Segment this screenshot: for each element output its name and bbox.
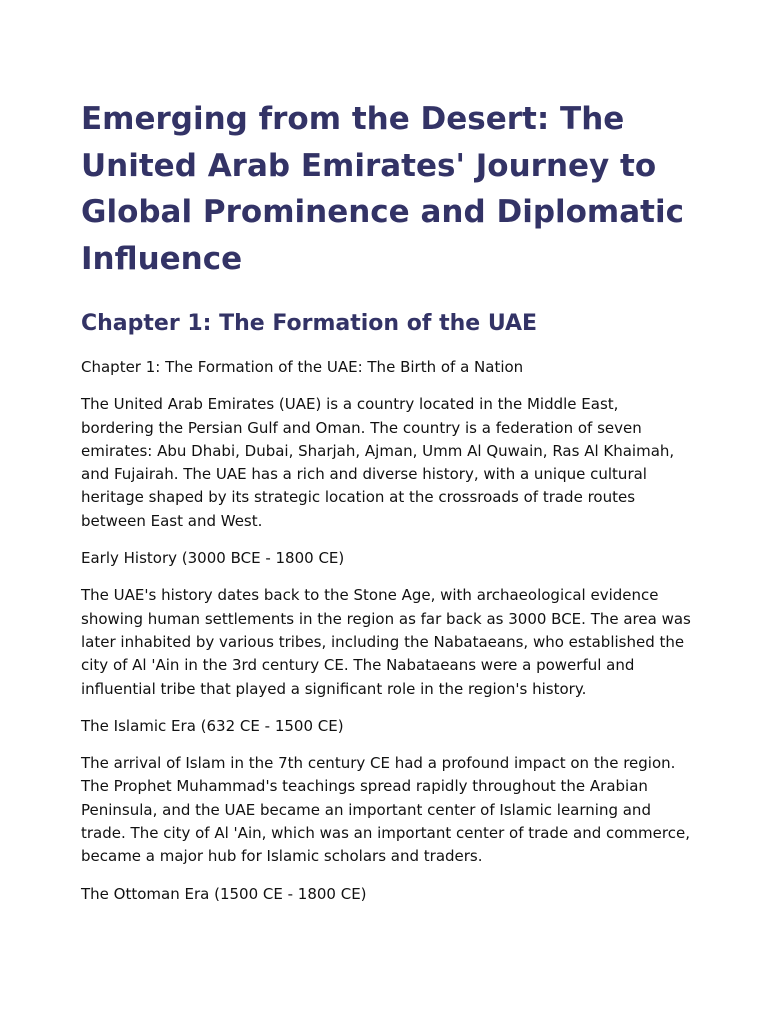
document-page [81, 96, 691, 906]
section-heading-islamic-era: The Islamic Era (632 CE - 1500 CE) [81, 716, 344, 735]
document-title: Emerging from the Desert: The United Arab Emirates' Journey to Global Prominence and Diplomatic Influence [81, 101, 684, 277]
chapter-heading: Chapter 1: The Formation of the UAE [81, 311, 538, 336]
paragraph-subtitle: Chapter 1: The Formation of the UAE: The Birth of a Nation [81, 358, 524, 376]
section-heading-early-history: Early History (3000 BCE - 1800 CE) [81, 549, 345, 568]
paragraph-intro: The United Arab Emirates (UAE) is a country located in the Middle East, bordering the Persian Gulf and Oman. The country is a federation of seven emirates: Abu Dhabi, Dubai, Sharjah, Ajman, Umm Al Quwain, Ras Al Khaimah, and Fujairah. The UAE has a rich and diverse history, with a unique cultural heritage shaped by its strategic location at the crossroads of trade routes between East and West. [81, 395, 675, 530]
paragraph-early-history: The UAE's history dates back to the Stone Age, with archaeological evidence showing human settlements in the region as far back as 3000 BCE. The area was later inhabited by various tribes, including the Nabataeans, who established the city of Al 'Ain in the 3rd century CE. The Nabataeans were a powerful and influential tribe that played a significant role in the region's history. [81, 586, 691, 698]
paragraph-islamic-era: The arrival of Islam in the 7th century CE had a profound impact on the region. The Prophet Muhammad's teachings spread rapidly throughout the Arabian Peninsula, and the UAE became an important center of Islamic learning and trade. The city of Al 'Ain, which was an important center of trade and commerce, became a major hub for Islamic scholars and traders. [81, 754, 690, 866]
section-heading-ottoman-era: The Ottoman Era (1500 CE - 1800 CE) [81, 884, 367, 903]
